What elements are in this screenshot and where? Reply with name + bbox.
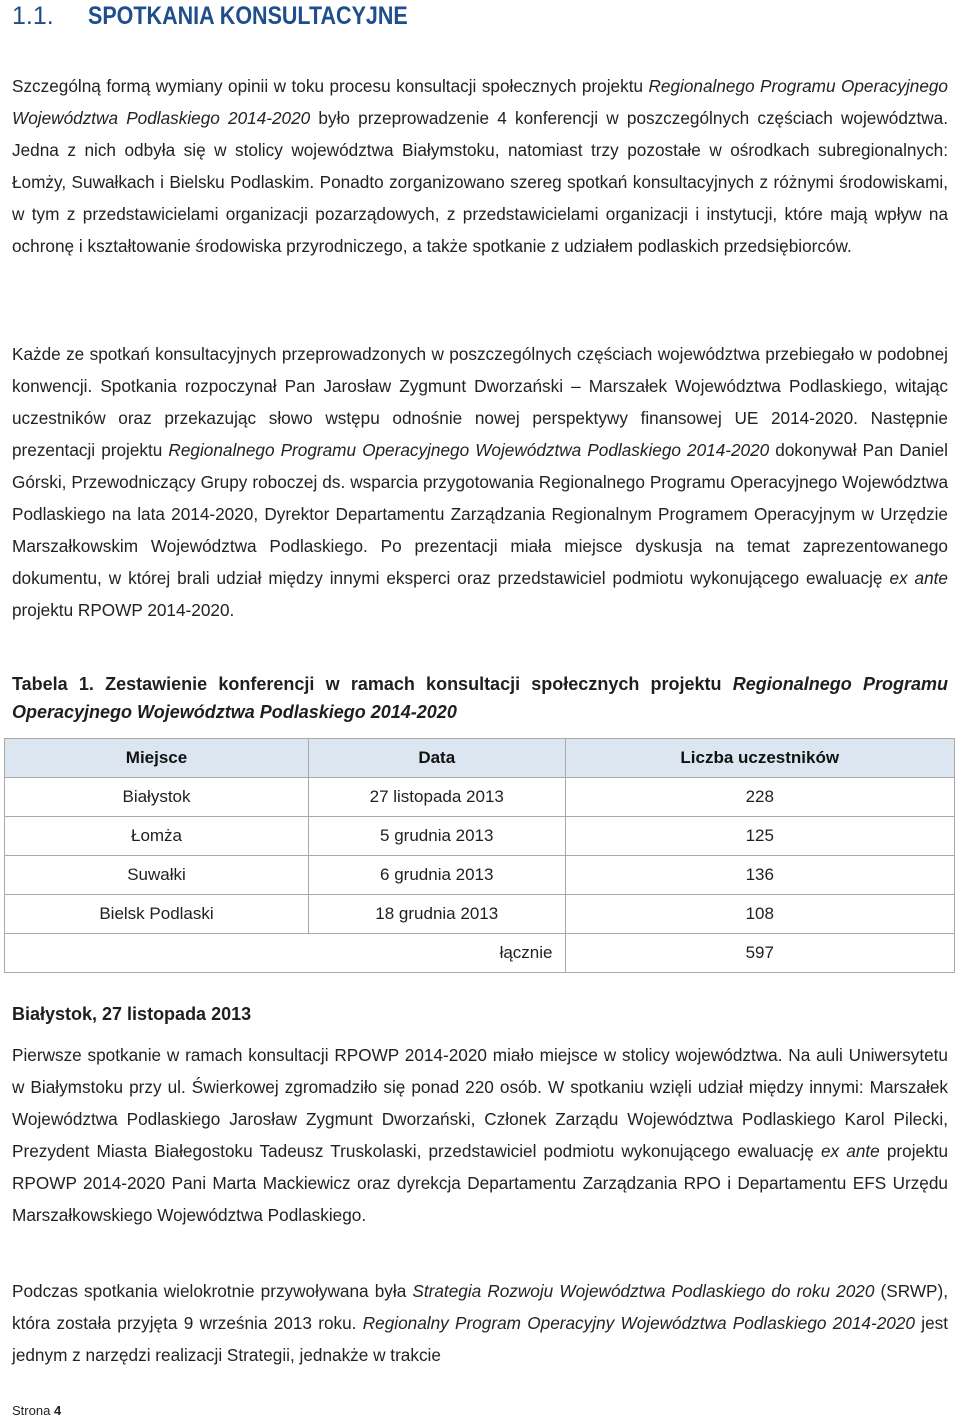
page-label: Strona xyxy=(12,1403,51,1418)
strategy-paragraph xyxy=(12,1275,948,1371)
text-run: Pierwsze spotkanie w ramach konsultacji RPOWP 2014-2020 miało miejsce w stolicy województwa. Na auli Uniwersytetu w Białymstoku przy ul. Świerkowej zgromadziło się ponad 220 osób. W spotkaniu wzięli udział między innymi: Marszałek Województwa Podlaskiego Jarosław Zygmunt Dworzański, Członek Zarządu Województwa Podlaskiego Karol Pilecki, Prezydent Miasta Białegostoku Tadeusz Truskolaski, przedstawiciel podmiotu wykonującego ewaluację xyxy=(12,1045,948,1161)
text-run: projektu RPOWP 2014-2020. xyxy=(12,600,235,620)
text-run: projektu RPOWP 2014-2020 Pani Marta Mackiewicz oraz dyrekcja Departamentu Zarządzania RPO i Departamentu EFS Urzędu Marszałkowskiego Województwa Podlaskiego. xyxy=(12,1141,949,1225)
italic-text-run: ex ante xyxy=(821,1141,880,1161)
bialystok-paragraph xyxy=(12,1039,948,1231)
italic-text-run: ex ante xyxy=(889,568,948,588)
cell-place: Bielsk Podlaski xyxy=(5,895,309,934)
cell-place: Suwałki xyxy=(5,856,309,895)
text-run: dokonywał Pan Daniel Górski, Przewodniczący Grupy roboczej ds. wsparcia przygotowania Regionalnego Programu Operacyjnego Województwa Podlaskiego na lata 2014-2020, Dyrektor Departamentu Zarządzania Regionalnym Programem Operacyjnym w Urzędzie Marszałkowskim Województwa Podlaskiego. Po prezentacji miała miejsce dyskusja na temat zaprezentowanego dokumentu, w której brali udział między innymi eksperci oraz przedstawiciel podmiotu wykonującego ewaluację xyxy=(12,440,948,588)
italic-text-run: Regionalnego Programu Operacyjnego Województwa Podlaskiego 2014-2020 xyxy=(168,440,770,460)
italic-text-run: Regionalnego Programu Operacyjnego Województwa Podlaskiego 2014-2020 xyxy=(12,674,948,722)
table-row xyxy=(5,895,955,934)
section-number: 1.1. xyxy=(12,2,54,30)
cell-participants: 136 xyxy=(565,856,955,895)
text-run: Szczególną formą wymiany opinii w toku procesu konsultacji społecznych projektu xyxy=(12,76,649,96)
table-total-row xyxy=(5,934,955,973)
page-number: 4 xyxy=(53,1403,62,1418)
italic-text-run: Regionalnego Programu Operacyjnego Województwa Podlaskiego 2014-2020 xyxy=(12,76,948,128)
cell-date: 18 grudnia 2013 xyxy=(309,895,566,934)
section-title: SPOTKANIA KONSULTACYJNE xyxy=(88,2,408,30)
table-row xyxy=(5,778,955,817)
meeting-subheading: Białystok, 27 listopada 2013 xyxy=(12,1004,252,1024)
cell-participants: 228 xyxy=(565,778,955,817)
cell-date: 5 grudnia 2013 xyxy=(309,817,566,856)
intro-paragraph xyxy=(12,70,948,262)
text-run: jest jednym z narzędzi realizacji Strategii, jednakże w trakcie xyxy=(12,1313,948,1365)
total-label: łącznie xyxy=(309,934,566,973)
cell-participants: 125 xyxy=(565,817,955,856)
column-header-date: Data xyxy=(309,739,566,778)
table-header-row xyxy=(5,739,955,778)
meetings-paragraph xyxy=(12,338,948,626)
table-caption xyxy=(12,670,948,726)
italic-text-run: Strategia Rozwoju Województwa Podlaskiego do roku 2020 xyxy=(412,1281,875,1301)
table-row xyxy=(5,856,955,895)
text-run: (SRWP), która została przyjęta 9 września 2013 roku. xyxy=(12,1281,948,1333)
text-run: Tabela 1. Zestawienie konferencji w ramach konsultacji społecznych projektu xyxy=(12,674,733,694)
italic-text-run: Regionalny Program Operacyjny Województwa Podlaskiego 2014-2020 xyxy=(362,1313,915,1333)
cell-date: 6 grudnia 2013 xyxy=(309,856,566,895)
text-run: Podczas spotkania wielokrotnie przywoływana była xyxy=(12,1281,413,1301)
total-value: 597 xyxy=(565,934,955,973)
cell-participants: 108 xyxy=(565,895,955,934)
text-run: było przeprowadzenie 4 konferencji w poszczególnych częściach województwa. Jedna z nich odbyła się w stolicy województwa Białymstoku, natomiast trzy pozostałe w ośrodkach subregionalnych: Łomży, Suwałkach i Bielsku Podlaskim. Ponadto zorganizowano szereg spotkań konsultacyjnych z różnymi środowiskami, w tym z przedstawicielami organizacji pozarządowych, z przedstawicielami organizacji i instytucji, które mają wpływ na ochronę i kształtowanie środowiska przyrodniczego, a także spotkanie z udziałem podlaskich przedsiębiorców. xyxy=(12,108,949,256)
cell-date: 27 listopada 2013 xyxy=(309,778,566,817)
page-footer xyxy=(12,1403,61,1419)
conference-summary-table xyxy=(4,738,955,973)
section-heading xyxy=(12,2,942,36)
empty-cell xyxy=(5,934,309,973)
column-header-participants: Liczba uczestników xyxy=(565,739,955,778)
cell-place: Białystok xyxy=(5,778,309,817)
cell-place: Łomża xyxy=(5,817,309,856)
table-row xyxy=(5,817,955,856)
text-run: Każde ze spotkań konsultacyjnych przeprowadzonych w poszczególnych częściach województwa przebiegało w podobnej konwencji. Spotkania rozpoczynał Pan Jarosław Zygmunt Dworzański – Marszałek Województwa Podlaskiego, witając uczestników oraz przekazując słowo wstępu odnośnie nowej perspektywy finansowej UE 2014-2020. Następnie prezentacji projektu xyxy=(12,344,948,460)
column-header-place: Miejsce xyxy=(5,739,309,778)
